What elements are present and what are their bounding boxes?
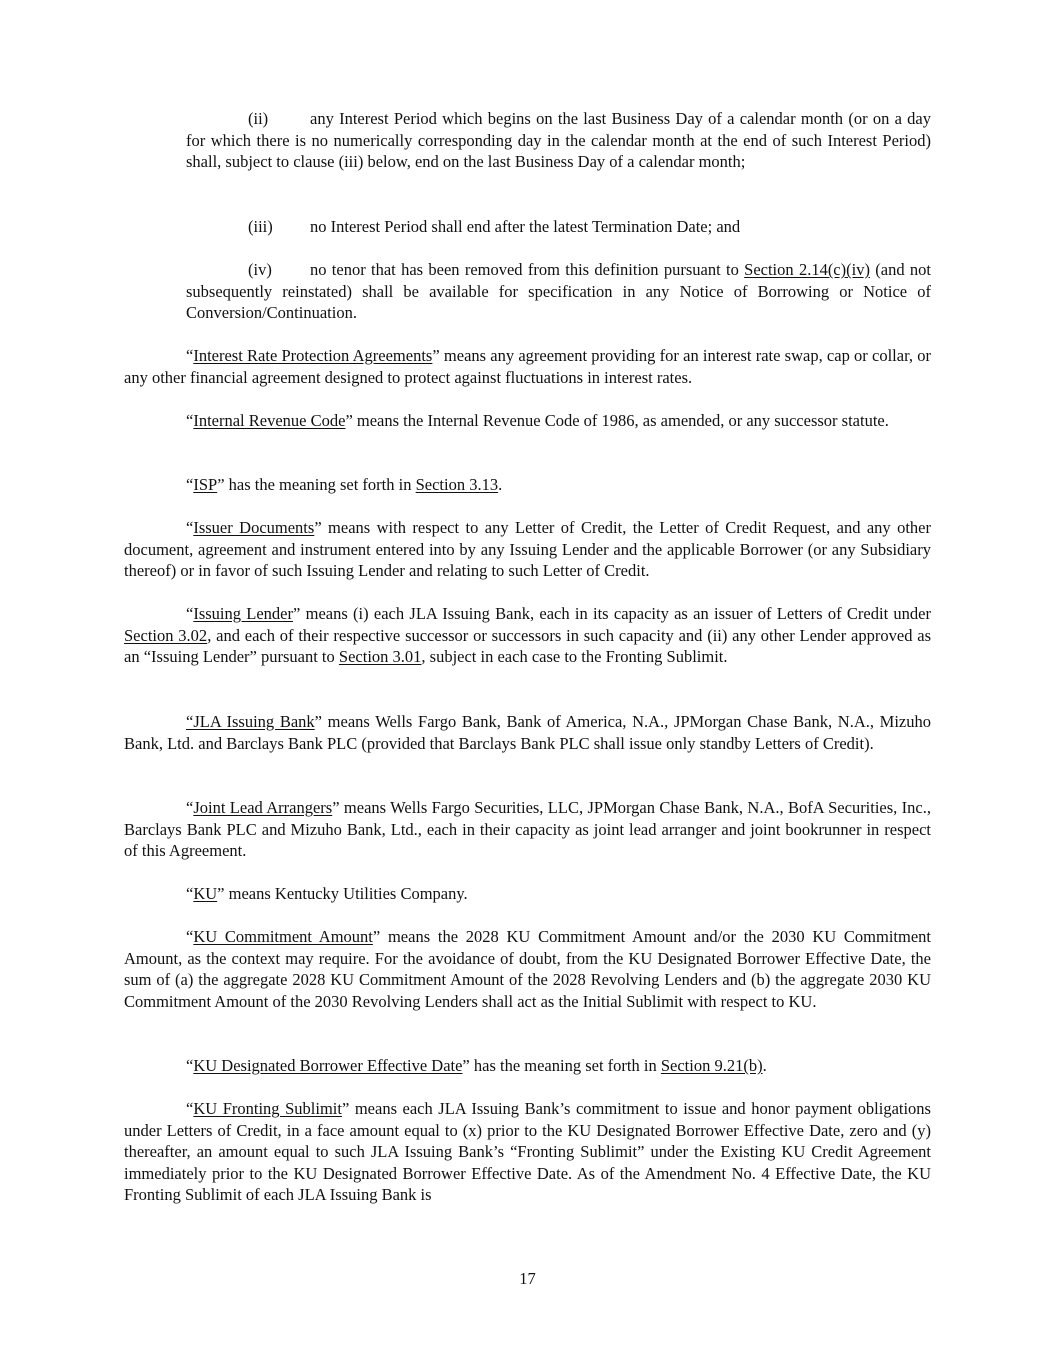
defined-term: KU Designated Borrower Effective Date (193, 1056, 463, 1075)
definition-text: means each JLA Issuing Bank’s commitment to issue and honor payment obligations under Letters of Credit, in a face amount equal to (x) prior to the KU Designated Borrower Effective Date, zero and (y) thereafter, an amount equal to such JLA Issuing Bank’s “Fronting Sublimit” under the Existing KU Credit Agreement immediately prior to the KU Designated Borrower Effective Date. As of the Amendment No. 4 Effective Date, the KU Fronting Sublimit of each JLA Issuing Bank is (124, 1099, 931, 1205)
clause-iv (186, 259, 931, 324)
defined-term: Interest Rate Protection Agreements (193, 346, 433, 365)
definition-text: , and each of their respective successor or successors in such capacity and (ii) any other Lender approved as an “Issuing Lender” pursuant to (124, 625, 931, 667)
clause-text: no tenor that has been removed from this definition pursuant to (310, 260, 745, 279)
definition-joint-lead-arrangers: “Joint Lead Arrangers” means Wells Fargo Securities, LLC, JPMorgan Chase Bank, N.A., BofA Securities, Inc., Barclays Bank PLC and Mizuho Bank, Ltd., each in their capacity as joint lead arranger and joint bookrunner in respect of this Agreement. (124, 798, 931, 861)
definition-text: means with respect to any Letter of Credit, the Letter of Credit Request, and any other document, agreement and instrument entered into by any Issuing Lender and the applicable Borrower (or any Subsidiary thereof) or in favor of such Issuing Lender and relating to such Letter of Credit. (124, 518, 932, 581)
section-reference-link[interactable]: Section 2.14(c)(iv) (744, 260, 870, 279)
definition-issuing-lender: “Issuing Lender” means (i) each JLA Issuing Bank, each in its capacity as an issuer of Letters of Credit under Section 3.02, and each of their respective successor or successors in such capacity and (ii) any other Lender approved as an “Issuing Lender” pursuant to Section 3.01, subject in each case to the Fronting Sublimit. (124, 604, 931, 667)
definition-text: has the meaning set forth in (224, 475, 416, 494)
definition-text: means the 2028 KU Commitment Amount and/or the 2030 KU Commitment Amount, as the context may require. For the avoidance of doubt, from the KU Designated Borrower Effective Date, the sum of (a) the aggregate 2028 KU Commitment Amount of the 2028 Revolving Lenders and (b) the aggregate 2030 KU Commitment Amount of the 2030 Revolving Lenders shall act as the Initial Sublimit with respect to KU. (124, 927, 931, 1011)
definition-issuer-documents: “Issuer Documents” means with respect to any Letter of Credit, the Letter of Credit Request, and any other document, agreement and instrument entered into by any Issuing Lender and the applicable Borrower (or any Subsidiary thereof) or in favor of such Issuing Lender and relating to such Letter of Credit. (124, 518, 932, 581)
definition-ku-designated-borrower-effective-date: “KU Designated Borrower Effective Date” has the meaning set forth in Section 9.21(b). (186, 1056, 767, 1075)
definition-ku: “KU” means Kentucky Utilities Company. (186, 884, 468, 903)
defined-term: ISP (193, 475, 218, 494)
defined-term: “JLA Issuing Bank (186, 712, 315, 731)
section-reference-link[interactable]: Section 9.21(b) (660, 1056, 763, 1075)
section-reference-link[interactable]: Section 3.13 (415, 475, 499, 494)
definition-interest-rate-protection-agreements: “Interest Rate Protection Agreements” means any agreement providing for an interest rate swap, cap or collar, or any other financial agreement designed to protect against fluctuations in interest rates. (124, 346, 932, 387)
defined-term: KU (193, 884, 218, 903)
clause-text: no Interest Period shall end after the latest Termination Date; and (310, 217, 741, 236)
definition-ku-commitment-amount: “KU Commitment Amount” means the 2028 KU Commitment Amount and/or the 2030 KU Commitment Amount, as the context may require. For the avoidance of doubt, from the KU Designated Borrower Effective Date, the sum of (a) the aggregate 2028 KU Commitment Amount of the 2028 Revolving Lenders and (b) the aggregate 2030 KU Commitment Amount of the 2030 Revolving Lenders shall act as the Initial Sublimit with respect to KU. (124, 927, 931, 1011)
definition-text: . (762, 1056, 767, 1075)
definition-text: . (498, 475, 503, 494)
defined-term: Joint Lead Arrangers (193, 798, 333, 817)
definition-text: means the Internal Revenue Code of 1986, as amended, or any successor statute. (352, 411, 889, 430)
defined-term: Internal Revenue Code (193, 411, 346, 430)
section-reference-link[interactable]: Section 3.01 (338, 647, 422, 667)
page-number: 17 (519, 1269, 536, 1288)
defined-term: Issuer Documents (193, 518, 315, 537)
definition-ku-fronting-sublimit: “KU Fronting Sublimit” means each JLA Issuing Bank’s commitment to issue and honor payment obligations under Letters of Credit, in a face amount equal to (x) prior to the KU Designated Borrower Effective Date, zero and (y) thereafter, an amount equal to such JLA Issuing Bank’s “Fronting Sublimit” under the Existing KU Credit Agreement immediately prior to the KU Designated Borrower Effective Date. As of the Amendment No. 4 Effective Date, the KU Fronting Sublimit of each JLA Issuing Bank is (124, 1099, 931, 1205)
clause-text: (and not subsequently reinstated) shall be available for specification in any Notice of Borrowing or Notice of Conversion/Continuation. (186, 260, 931, 323)
clause-iii (186, 216, 931, 238)
definition-text: means (i) each JLA Issuing Bank, each in its capacity as an issuer of Letters of Credit under (300, 604, 931, 623)
definition-jla-issuing-bank: “JLA Issuing Bank” means Wells Fargo Bank, Bank of America, N.A., JPMorgan Chase Bank, N.A., Mizuho Bank, Ltd. and Barclays Bank PLC (provided that Barclays Bank PLC shall issue only standby Letters of Credit). (124, 712, 931, 753)
definition-text: has the meaning set forth in (469, 1056, 661, 1075)
clause-text: any Interest Period which begins on the last Business Day of a calendar month (or on a day for which there is no numerically corresponding day in the calendar month at the end of such Interest Period) shall, subject to clause (iii) below, end on the last Business Day of a calendar month; (186, 109, 931, 172)
clause-ii (186, 108, 931, 173)
clause-number: (iii) (248, 217, 273, 236)
definition-text: means Wells Fargo Securities, LLC, JPMorgan Chase Bank, N.A., BofA Securities, Inc., Barclays Bank PLC and Mizuho Bank, Ltd., each in their capacity as joint lead arranger and joint bookrunner in respect of this Agreement. (124, 798, 931, 861)
definition-text: means any agreement providing for an interest rate swap, cap or collar, or any other financial agreement designed to protect against fluctuations in interest rates. (124, 346, 932, 387)
defined-term: KU Commitment Amount (193, 927, 373, 946)
definition-text: means Kentucky Utilities Company. (224, 884, 468, 903)
definition-text: means Wells Fargo Bank, Bank of America, N.A., JPMorgan Chase Bank, N.A., Mizuho Bank, Ltd. and Barclays Bank PLC (provided that Barclays Bank PLC shall issue only standby Letters of Credit). (124, 712, 931, 753)
definition-isp: “ISP” has the meaning set forth in Section 3.13. (186, 475, 503, 494)
definition-text: , subject in each case to the Fronting Sublimit. (421, 647, 728, 667)
defined-term: KU Fronting Sublimit (193, 1099, 342, 1118)
clause-number: (ii) (248, 109, 269, 128)
section-reference-link[interactable]: Section 3.02 (124, 625, 208, 645)
clause-number: (iv) (248, 260, 272, 279)
definition-internal-revenue-code: “Internal Revenue Code” means the Internal Revenue Code of 1986, as amended, or any successor statute. (186, 411, 889, 430)
defined-term: Issuing Lender (193, 604, 294, 623)
